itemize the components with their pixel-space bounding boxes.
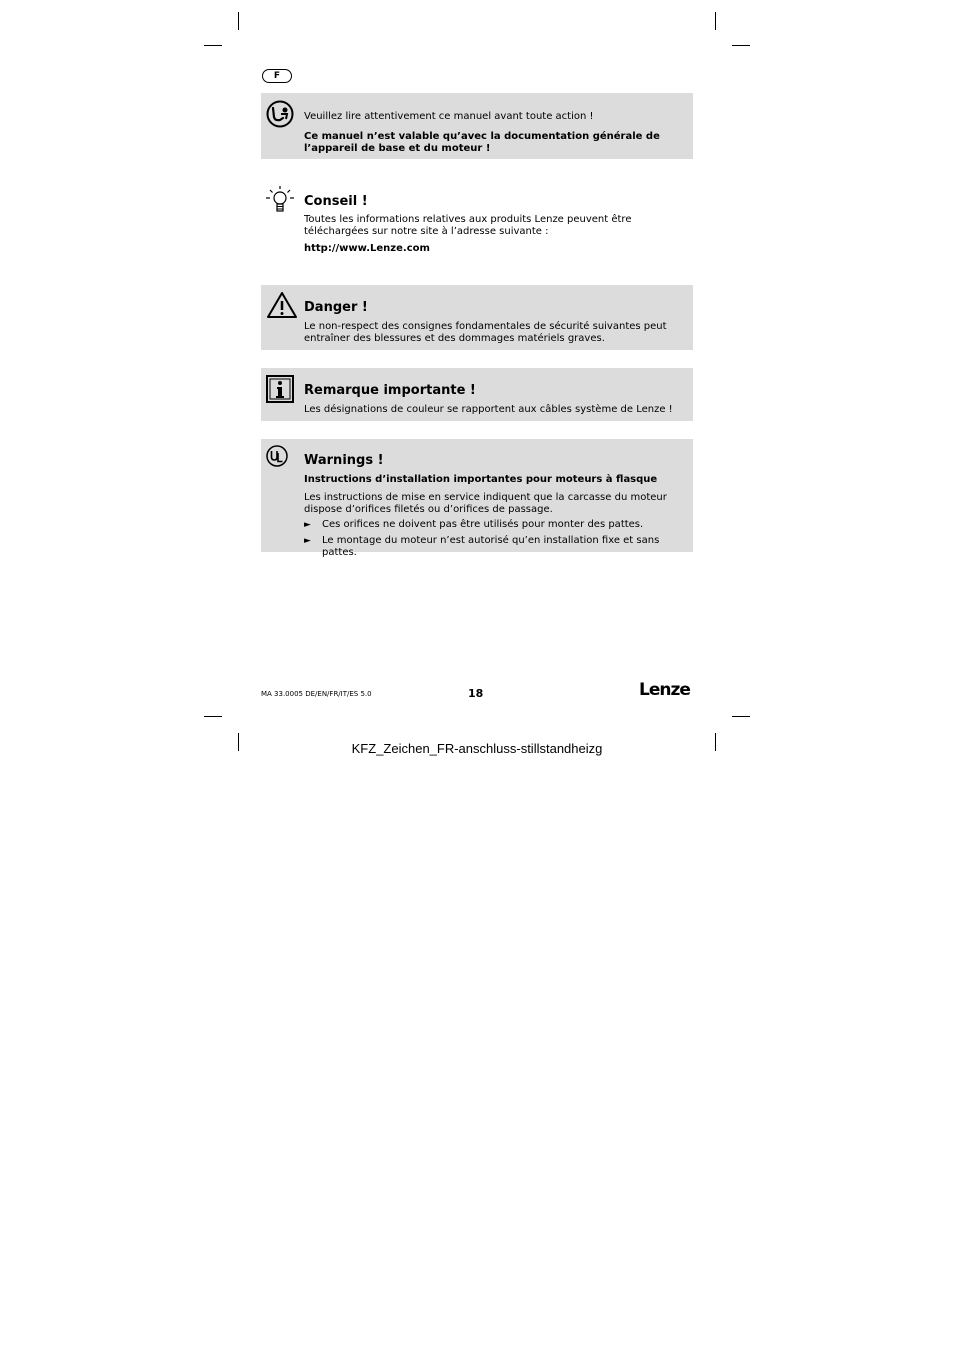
read-manual-box	[261, 93, 693, 159]
page-number: 18	[468, 687, 484, 700]
crop-mark	[715, 12, 716, 30]
tip-box	[261, 184, 693, 264]
crop-mark	[732, 45, 750, 46]
ul-certification-icon	[266, 445, 288, 471]
warnings-box	[261, 439, 693, 558]
tip-text: Toutes les informations relatives aux produits Lenze peuvent être téléchargées sur notre site à l’adresse suivante :	[304, 214, 632, 237]
lenze-logo: Lenze	[639, 680, 690, 700]
crop-mark	[732, 716, 750, 717]
warnings-title: Warnings !	[304, 453, 384, 468]
bullet-arrow-icon: ►	[304, 536, 311, 546]
document-reference: MA 33.0005 DE/EN/FR/IT/ES 5.0	[261, 690, 372, 698]
warnings-text: Les instructions de mise en service indiquent que la carcasse du moteur dispose d’orifices filetés ou d’orifices de passage.	[304, 492, 667, 515]
danger-box	[261, 285, 693, 350]
note-text: Les désignations de couleur se rapportent aux câbles système de Lenze !	[304, 404, 673, 415]
note-title: Remarque importante !	[304, 383, 476, 398]
lenze-url-link[interactable]: http://www.Lenze.com	[304, 243, 430, 254]
crop-mark	[204, 45, 222, 46]
language-badge: F	[262, 69, 292, 83]
crop-mark	[204, 716, 222, 717]
note-box	[261, 368, 693, 421]
bullet-text: Ces orifices ne doivent pas être utilisés pour monter des pattes.	[322, 519, 644, 530]
crop-mark	[238, 12, 239, 30]
warning-triangle-icon	[266, 291, 298, 323]
list-item	[304, 519, 685, 531]
info-icon	[266, 375, 294, 407]
read-manual-icon	[266, 100, 294, 132]
danger-text: Le non-respect des consignes fondamentales de sécurité suivantes peut entraîner des blessures et des dommages matériels graves.	[304, 321, 667, 344]
tip-title: Conseil !	[304, 194, 368, 209]
validity-text: Ce manuel n’est valable qu’avec la documentation générale de l’appareil de base et du moteur !	[304, 131, 660, 154]
bullet-arrow-icon: ►	[304, 520, 311, 530]
warnings-subtitle: Instructions d’installation importantes pour moteurs à flasque	[304, 474, 658, 485]
lightbulb-icon	[265, 185, 295, 219]
read-manual-text: Veuillez lire attentivement ce manuel avant toute action !	[304, 111, 594, 122]
danger-title: Danger !	[304, 300, 368, 315]
file-caption: KFZ_Zeichen_FR-anschluss-stillstandheizg	[351, 741, 603, 756]
list-item	[304, 535, 685, 559]
bullet-text: Le montage du moteur n’est autorisé qu’en installation fixe et sans pattes.	[322, 535, 660, 558]
